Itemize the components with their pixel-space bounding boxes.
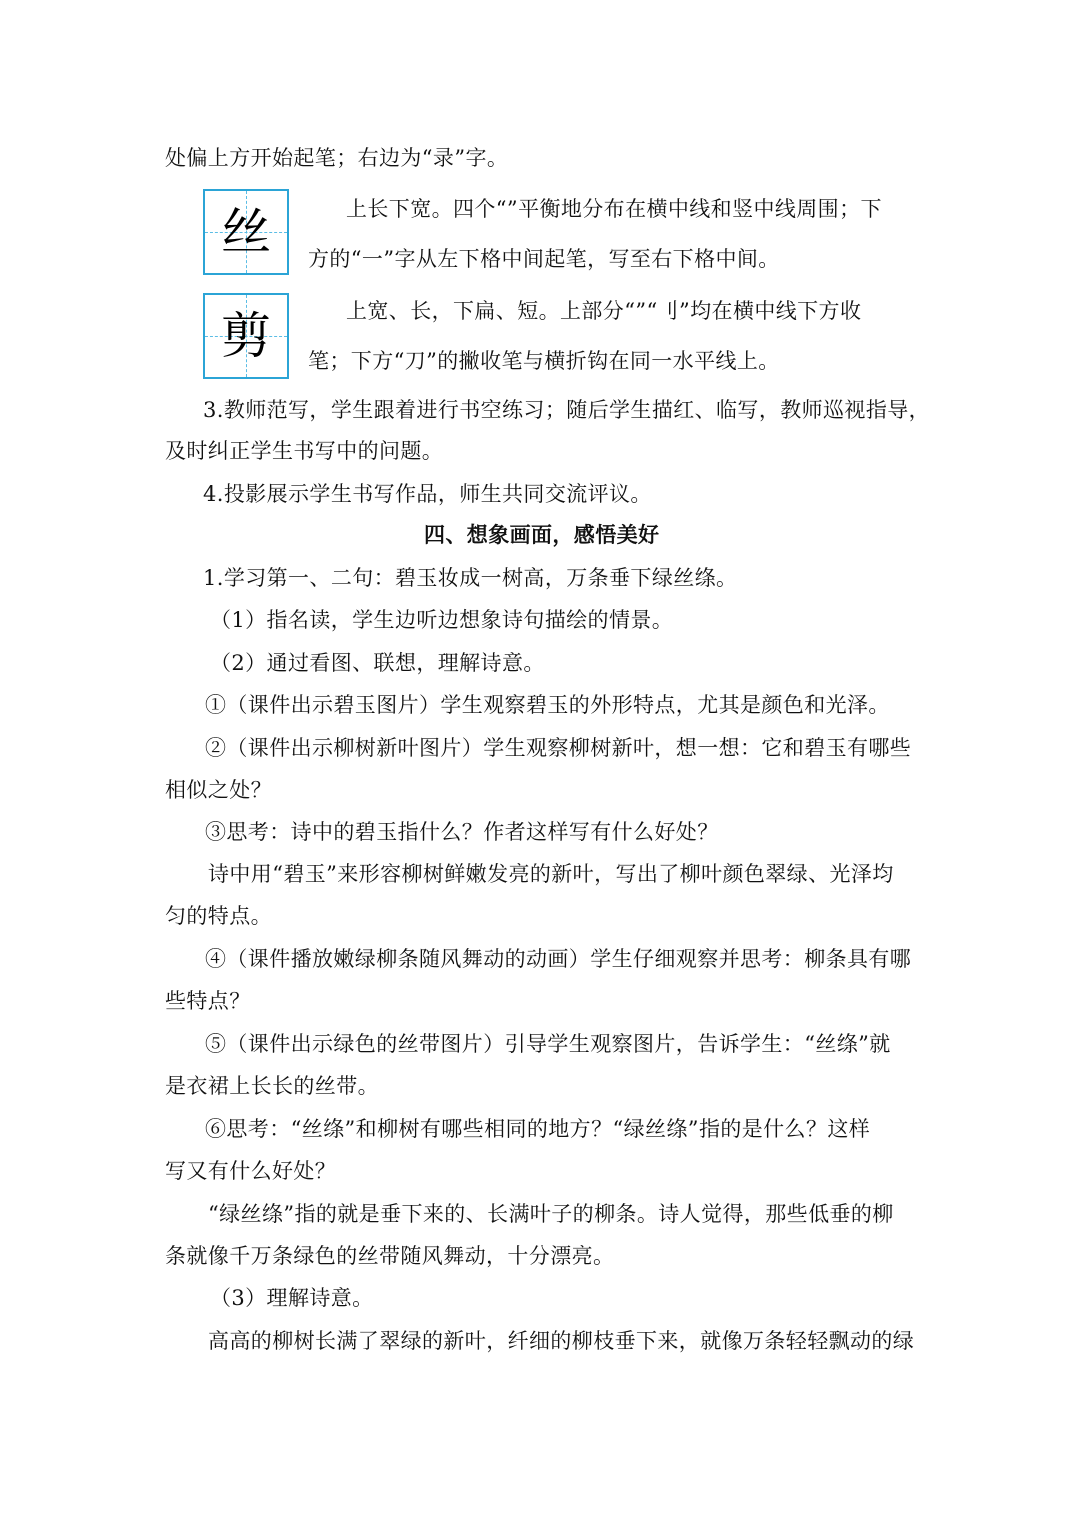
text-line: 高高的柳树长满了翠绿的新叶，纤细的柳枝垂下来，就像万条轻轻飘动的绿 <box>208 1329 915 1353</box>
text-line: 方的“一”字从左下格中间起笔，写至右下格中间。 <box>308 247 780 271</box>
text-line: 3.教师范写，学生跟着进行书空练习；随后学生描红、临写，教师巡视指导， <box>203 398 931 422</box>
text-line: 匀的特点。 <box>165 904 272 928</box>
text-line: 笔；下方“刀”的撇收笔与横折钩在同一水平线上。 <box>308 349 780 373</box>
char-practice-box-si <box>203 189 289 275</box>
text-line: 诗中用“碧玉”来形容柳树鲜嫩发亮的新叶，写出了柳叶颜色翠绿、光泽均 <box>208 862 894 886</box>
text-line: ⑥思考：“丝绦”和柳树有哪些相同的地方？“绿丝绦”指的是什么？这样 <box>205 1117 871 1141</box>
text-line: 4.投影展示学生书写作品，师生共同交流评议。 <box>203 482 652 506</box>
char-glyph: 剪 <box>221 307 271 365</box>
text-line: 写又有什么好处？ <box>165 1159 337 1183</box>
text-line: 些特点？ <box>165 989 251 1013</box>
section-heading: 四、想象画面，感悟美好 <box>424 522 660 547</box>
text-line: “绿丝绦”指的就是垂下来的、长满叶子的柳条。诗人觉得，那些低垂的柳 <box>208 1202 894 1226</box>
text-line: （3）理解诗意。 <box>210 1286 374 1310</box>
text-line: 上宽、长，下扁、短。上部分“”“刂”均在横中线下方收 <box>346 299 862 323</box>
text-line: ⑤（课件出示绿色的丝带图片）引导学生观察图片，告诉学生：“丝绦”就 <box>205 1032 891 1056</box>
text-line: 条就像千万条绿色的丝带随风舞动，十分漂亮。 <box>165 1244 615 1268</box>
text-line: 相似之处？ <box>165 778 272 802</box>
text-line: 是衣裙上长长的丝带。 <box>165 1074 379 1098</box>
char-practice-box-jian <box>203 293 289 379</box>
text-line: （1）指名读，学生边听边想象诗句描绘的情景。 <box>210 608 674 632</box>
text-line: （2）通过看图、联想，理解诗意。 <box>210 651 545 675</box>
text-line: 上长下宽。四个“”平衡地分布在横中线和竖中线周围；下 <box>346 197 882 221</box>
text-line: 处偏上方开始起笔；右边为“录”字。 <box>165 146 509 170</box>
text-line: ④（课件播放嫩绿柳条随风舞动的动画）学生仔细观察并思考：柳条具有哪 <box>205 947 912 971</box>
text-line: ③思考：诗中的碧玉指什么？作者这样写有什么好处？ <box>205 820 719 844</box>
text-line: 及时纠正学生书写中的问题。 <box>165 439 444 463</box>
text-line: 1.学习第一、二句：碧玉妆成一树高，万条垂下绿丝绦。 <box>203 566 738 590</box>
text-line: ②（课件出示柳树新叶图片）学生观察柳树新叶，想一想：它和碧玉有哪些 <box>205 736 912 760</box>
char-glyph: 丝 <box>221 203 271 261</box>
text-line: ①（课件出示碧玉图片）学生观察碧玉的外形特点，尤其是颜色和光泽。 <box>205 693 890 717</box>
